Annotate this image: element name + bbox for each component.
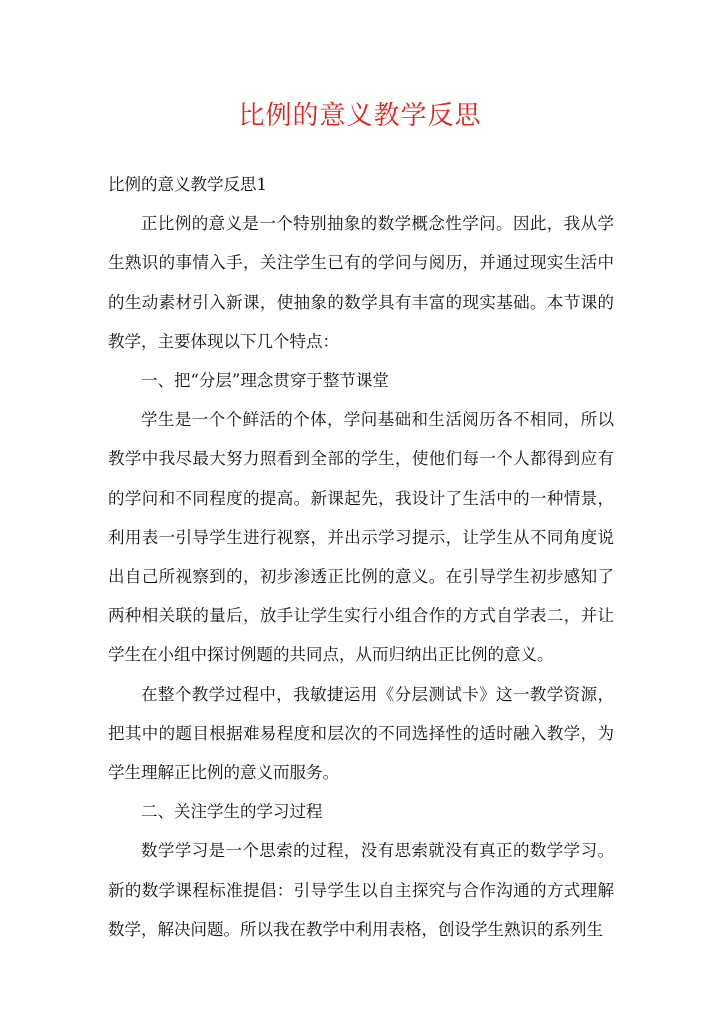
body-paragraph: 在整个教学过程中，我敏捷运用《分层测试卡》这一教学资源，把其中的题目根据难易程度和层次的不同选择性的适时融入教学，为学生理解正比例的意义而服务。 bbox=[108, 684, 614, 783]
body-paragraph: 正比例的意义是一个特别抽象的数学概念性学问。因此，我从学生熟识的事情入手，关注学生已有的学问与阅历，并通过现实生活中的生动素材引入新课，使抽象的数学具有丰富的现实基础。本节课的教学，主要体现以下几个特点： bbox=[108, 214, 614, 351]
body-paragraph: 二、关注学生的学习过程 bbox=[141, 802, 323, 822]
document-body bbox=[108, 165, 614, 949]
document-title: 比例的意义教学反思 bbox=[238, 101, 482, 131]
body-paragraph: 数学学习是一个思索的过程，没有思索就没有真正的数学学习。新的数学课程标准提倡：引导学生以自主探究与合作沟通的方式理解数学，解决问题。所以我在教学中利用表格，创设学生熟识的系列生 bbox=[108, 841, 614, 939]
body-paragraph: 一、把“分层”理念贯穿于整节课堂 bbox=[141, 371, 389, 391]
body-paragraph: 学生是一个个鲜活的个体，学问基础和生活阅历各不相同，所以教学中我尽最大努力照看到全部的学生，使他们每一个人都得到应有的学问和不同程度的提高。新课起先，我设计了生活中的一种情景，利用表一引导学生进行视察，并出示学习提示，让学生从不同角度说出自己所视察到的，初步渗透正比例的意义。在引导学生初步感知了两种相关联的量后，放手让学生实行小组合作的方式自学表二，并让学生在小组中探讨例题的共同点，从而归纳出正比例的意义。 bbox=[108, 410, 614, 665]
section-heading: 比例的意义教学反思1 bbox=[108, 175, 267, 194]
